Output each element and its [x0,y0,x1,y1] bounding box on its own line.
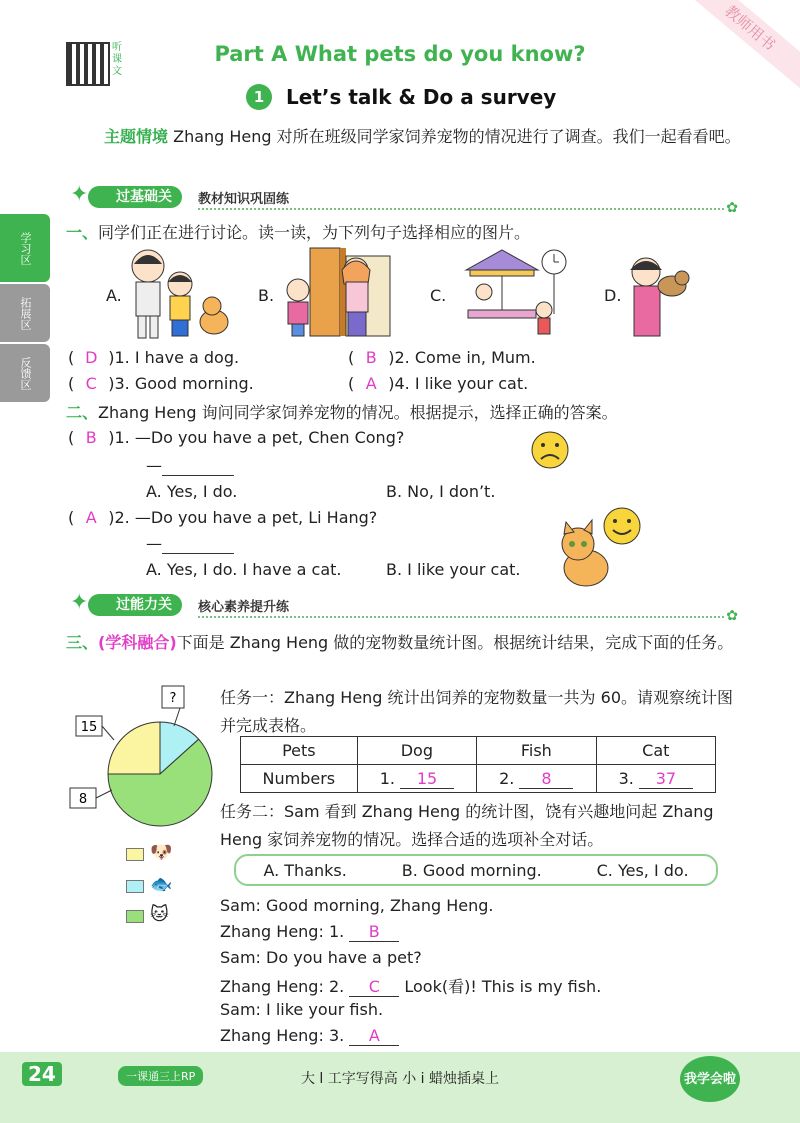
banner-divider [198,208,724,210]
item-text: 1. —Do you have a pet, Chen Cong? [114,428,405,447]
q2-reply-1 [146,456,234,476]
dialog-line-2 [220,922,399,942]
question-number: 一、 [66,223,99,242]
item-text: 2. —Do you have a pet, Li Hang? [114,508,378,527]
flower-icon: ✿ [726,608,738,624]
question-number: 二、 [66,403,99,422]
table-header: Cat [596,737,715,765]
answer-slot[interactable]: C [349,977,399,997]
q2-reply-2 [146,534,234,554]
banner-subtitle: 教材知识巩固练 [198,192,290,207]
sad-face-icon [528,430,572,470]
dialog-line-4 [220,974,601,997]
question-text: 下面是 Zhang Heng 做的宠物数量统计图。根据统计结果，完成下面的任务。 [176,633,734,652]
dog-icon: 🐶 [150,842,173,863]
option-b: B. Good morning. [401,860,542,880]
item-text: 1. I have a dog. [114,348,240,367]
q2-option-a-2: A. Yes, I do. I have a cat. [146,560,342,579]
pie-label-cat: ? [169,691,177,706]
question-3-prompt [66,630,746,656]
pie-slice-dog [108,722,160,774]
cell-number: 3. [618,768,634,788]
option-c: C. Yes, I do. [596,860,689,880]
cat-icon: 🐱 [150,904,169,925]
dash: — [146,534,162,553]
intro-body: Zhang Heng 对所在班级同学家饲养宠物的情况进行了调查。我们一起看看吧。 [168,127,741,146]
qr-label: 听课文 [112,42,122,77]
picture-d-girl-dog [620,250,696,340]
q2-option-b-2: B. I like your cat. [386,560,521,579]
intro-text [66,124,746,150]
lesson-number: 1 [246,84,272,110]
question-2-prompt [66,402,618,424]
subject-tag: (学科融合) [98,633,177,652]
legend-swatch-cat [126,910,144,923]
page-number: 24 [22,1062,62,1086]
answer-slot[interactable]: C [85,374,97,393]
sidebar-tab-feedback[interactable]: 反馈区 [0,344,50,402]
sidebar-tab-extend[interactable]: 拓展区 [0,284,50,342]
banner-subtitle: 核心素养提升练 [198,600,290,615]
pie-label-dog: 15 [80,720,98,735]
lesson-heading [246,82,556,112]
table-header: Dog [357,737,476,765]
item-text: 4. I like your cat. [394,374,529,393]
banner-title: 过基础关 [88,186,182,208]
q2-option-a-1: A. Yes, I do. [146,482,238,501]
q1-item-4: ( A )4. I like your cat. [348,374,529,393]
section-banner-basic [58,182,738,216]
item-text: 3. Good morning. [114,374,254,393]
q1-item-2: ( B )2. Come in, Mum. [348,348,536,367]
part-title: Part A What pets do you know? [214,42,586,66]
pet-count-table [240,736,716,793]
answer-slot[interactable]: 8 [519,769,573,789]
picture-a-family-cat [124,244,234,340]
picture-label-a: A. [106,286,122,305]
dialog-line-6 [220,1026,399,1046]
dialog-text: Zhang Heng: 3. [220,1026,345,1045]
answer-slot[interactable]: A [85,508,97,527]
option-a: A. Thanks. [263,860,347,880]
options-box [234,854,718,886]
table-row-label: Numbers [241,765,358,793]
table-cell [596,765,715,793]
dialog-text-after: Look(看)! This is my fish. [399,977,602,996]
table-cell [477,765,596,793]
star-icon: ✦ [70,182,89,207]
task-2-text: 任务二：Sam 看到 Zhang Heng 的统计图，饶有兴趣地问起 Zhang Heng 家饲养宠物的情况。选择合适的选项补全对话。 [220,802,714,849]
footer-brand: 一课通三上RP [118,1066,203,1086]
question-number: 三、 [66,633,99,652]
dialog-text: Zhang Heng: 1. [220,922,345,941]
q2-item-2: ( A )2. —Do you have a pet, Li Hang? [68,508,378,527]
footer-logo: 我学会啦 [680,1056,740,1102]
q2-option-b-1: B. No, I don’t. [386,482,496,501]
legend-swatch-fish [126,880,144,893]
dialog-line-3: Sam: Do you have a pet? [220,948,422,967]
lesson-title: Let’s talk & Do a survey [286,85,557,109]
section-banner-ability [58,590,738,624]
cell-number: 1. [379,768,395,788]
answer-slot[interactable]: 15 [400,769,454,789]
fish-icon: 🐟 [150,874,173,895]
cell-number: 2. [499,768,515,788]
table-row [241,765,716,793]
item-text: 2. Come in, Mum. [394,348,536,367]
legend-swatch-dog [126,848,144,861]
task-1-text: 任务一：Zhang Heng 统计出饲养的宠物数量一共为 60。请观察统计图并完成表格。 [220,688,733,735]
dialog-line-1: Sam: Good morning, Zhang Heng. [220,896,494,915]
banner-title: 过能力关 [88,594,182,616]
question-text: 同学们正在进行讨论。读一读，为下列句子选择相应的图片。 [98,223,531,242]
dialog-text: Zhang Heng: 2. [220,977,345,996]
picture-label-c: C. [430,286,447,305]
banner-divider [198,616,724,618]
q1-item-3: ( C )3. Good morning. [68,374,254,393]
picture-b-mum-door [280,244,392,340]
picture-label-d: D. [604,286,622,305]
table-header: Pets [241,737,358,765]
picture-label-b: B. [258,286,275,305]
answer-slot[interactable]: A [365,374,377,393]
dialog-line-5: Sam: I like your fish. [220,1000,384,1019]
pet-pie-chart [66,684,226,864]
table-header-row [241,737,716,765]
answer-slot[interactable]: 37 [639,769,693,789]
q1-item-1: ( D )1. I have a dog. [68,348,240,367]
intro-keyword: 主题情境 [104,127,169,146]
question-1-prompt [66,222,530,244]
sidebar-tab-study[interactable]: 学习区 [0,214,50,282]
question-text: Zhang Heng 询问同学家饲养宠物的情况。根据提示，选择正确的答案。 [98,403,618,422]
cat-smile-illustration [554,504,644,592]
flower-icon: ✿ [726,200,738,216]
table-header: Fish [477,737,596,765]
answer-slot[interactable]: B [85,428,97,447]
answer-slot[interactable]: B [365,348,377,367]
footer-rhyme: 大 l 工字写得高 小 i 蜡烛插桌上 [300,1071,500,1087]
table-cell [357,765,476,793]
star-icon: ✦ [70,590,89,615]
answer-slot[interactable]: D [85,348,98,367]
q2-item-1: ( B )1. —Do you have a pet, Chen Cong? [68,428,405,447]
dash: — [146,456,162,475]
pie-label-fish: 8 [78,792,88,807]
answer-slot[interactable]: A [349,1026,399,1046]
answer-slot[interactable]: B [349,922,399,942]
picture-c-carousel [458,244,570,340]
corner-tag: 教师用书 [680,0,800,90]
